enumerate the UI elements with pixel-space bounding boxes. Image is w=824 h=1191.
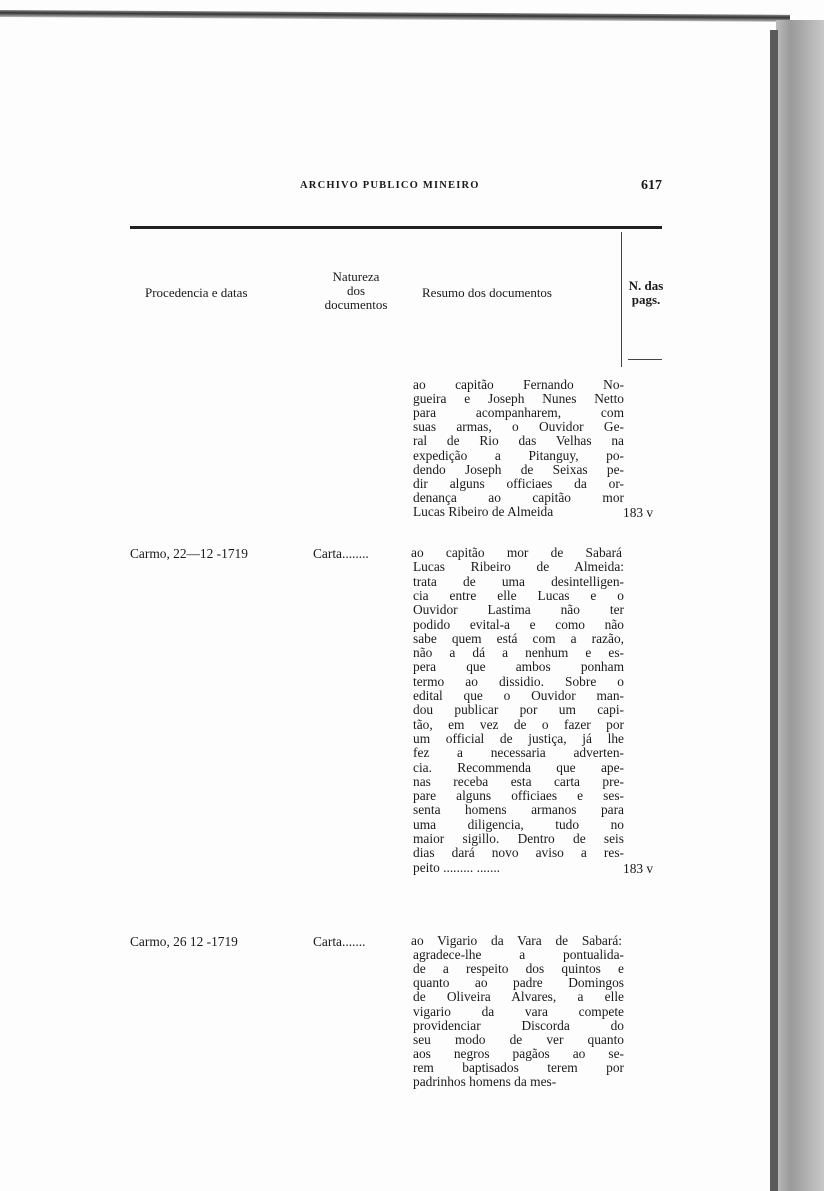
summary-line: vigario da vara compete [413, 1003, 624, 1019]
summary-line: ao Vigario da Vara de Sabará: [411, 933, 622, 948]
entry-date: Carmo, 26 12 -1719 [130, 934, 238, 949]
summary-line: ao capitão mor de Sabará [411, 545, 622, 560]
summary-line: termo ao dissidio. Sobre o [413, 673, 624, 689]
summary-line: Lucas Ribeiro de Almeida [413, 503, 554, 519]
entry-date: Carmo, 22—12 -1719 [130, 546, 248, 561]
summary-line: de Oliveira Alvares, a elle [413, 989, 624, 1005]
summary-line: de a respeito dos quintos e [413, 961, 624, 977]
summary-line: providenciar Discorda do [413, 1017, 624, 1033]
summary-line: Ouvidor Lastima não ter [413, 602, 624, 618]
entry-nature: Carta........ [313, 546, 369, 561]
col-header-nature-l2: dos [346, 283, 366, 298]
entry-page-ref: 183 v [623, 860, 654, 876]
summary-line: cia entre elle Lucas e o [413, 587, 624, 603]
col-header-nature [318, 270, 394, 312]
col-header-nature-l1: Natureza [332, 269, 380, 284]
summary-line: tão, em vez de o fazer por [413, 716, 624, 732]
summary-line: edital que o Ouvidor man- [413, 688, 624, 703]
scan-margin [776, 20, 824, 1191]
col-header-pages [624, 279, 668, 307]
summary-line: gueira e Joseph Nunes Netto [413, 391, 624, 407]
summary-line: pera que ambos ponham [413, 659, 624, 675]
summary-line: um official de justiça, já lhe [413, 730, 624, 746]
col-header-pages-l1: N. das [628, 278, 664, 293]
summary-line: ao capitão Fernando No- [413, 377, 624, 392]
summary-line: denança ao capitão mor [413, 489, 624, 505]
summary-line: senta homens armanos para [413, 802, 624, 818]
summary-line: sabe quem está com a razão, [413, 630, 624, 646]
col-header-summary: Resumo dos documentos [422, 285, 552, 300]
summary-line: não a dá a nenhum e es- [413, 645, 624, 661]
summary-line: dir alguns officiaes da or- [413, 475, 624, 491]
column-underline [628, 359, 662, 360]
summary-line: quanto ao padre Domingos [413, 975, 624, 991]
col-header-nature-l3: documentos [324, 297, 388, 312]
summary-line: aos negros pagãos ao se- [413, 1045, 624, 1061]
summary-line: pare alguns officiaes e ses- [413, 788, 624, 804]
page-gutter [770, 30, 778, 1191]
page-edge-shadow [0, 10, 790, 22]
entry-nature: Carta....... [313, 934, 366, 949]
entry-page-ref: 183 v [623, 504, 654, 520]
summary-line: podido evital-a e como não [413, 616, 624, 632]
col-header-provenance: Procedencia e datas [145, 285, 248, 300]
summary-line: cia. Recommenda que ape- [413, 759, 624, 775]
summary-line: peito ......... ....... [413, 859, 501, 875]
running-head: ARCHIVO PUBLICO MINEIRO [300, 180, 480, 191]
column-divider [621, 232, 622, 367]
summary-line: dou publicar por um capi- [413, 702, 624, 718]
summary-line: fez a necessaria adverten- [413, 745, 624, 761]
summary-line: dias dará novo aviso a res- [413, 845, 624, 861]
summary-line: trata de uma desintelligen- [413, 573, 624, 589]
summary-line: uma diligencia, tudo no [413, 816, 624, 832]
col-header-pages-l2: pags. [631, 292, 661, 307]
summary-line: ral de Rio das Velhas na [413, 433, 624, 449]
header-rule [130, 226, 662, 229]
summary-line: expedição a Pitanguy, po- [413, 447, 624, 463]
summary-line: padrinhos homens da mes- [413, 1074, 557, 1089]
summary-line: seu modo de ver quanto [413, 1031, 624, 1047]
summary-line: para acompanharem, com [413, 405, 624, 421]
summary-line: dendo Joseph de Seixas pe- [413, 461, 624, 477]
summary-line: Lucas Ribeiro de Almeida: [413, 559, 624, 575]
summary-line: rem baptisados terem por [413, 1059, 624, 1075]
summary-line: nas receba esta carta pre- [413, 773, 624, 789]
page-number: 617 [641, 178, 662, 193]
summary-line: agradece-lhe a pontualida- [413, 947, 624, 963]
summary-line: suas armas, o Ouvidor Ge- [413, 419, 624, 435]
summary-line: maior sigillo. Dentro de seis [413, 831, 624, 846]
